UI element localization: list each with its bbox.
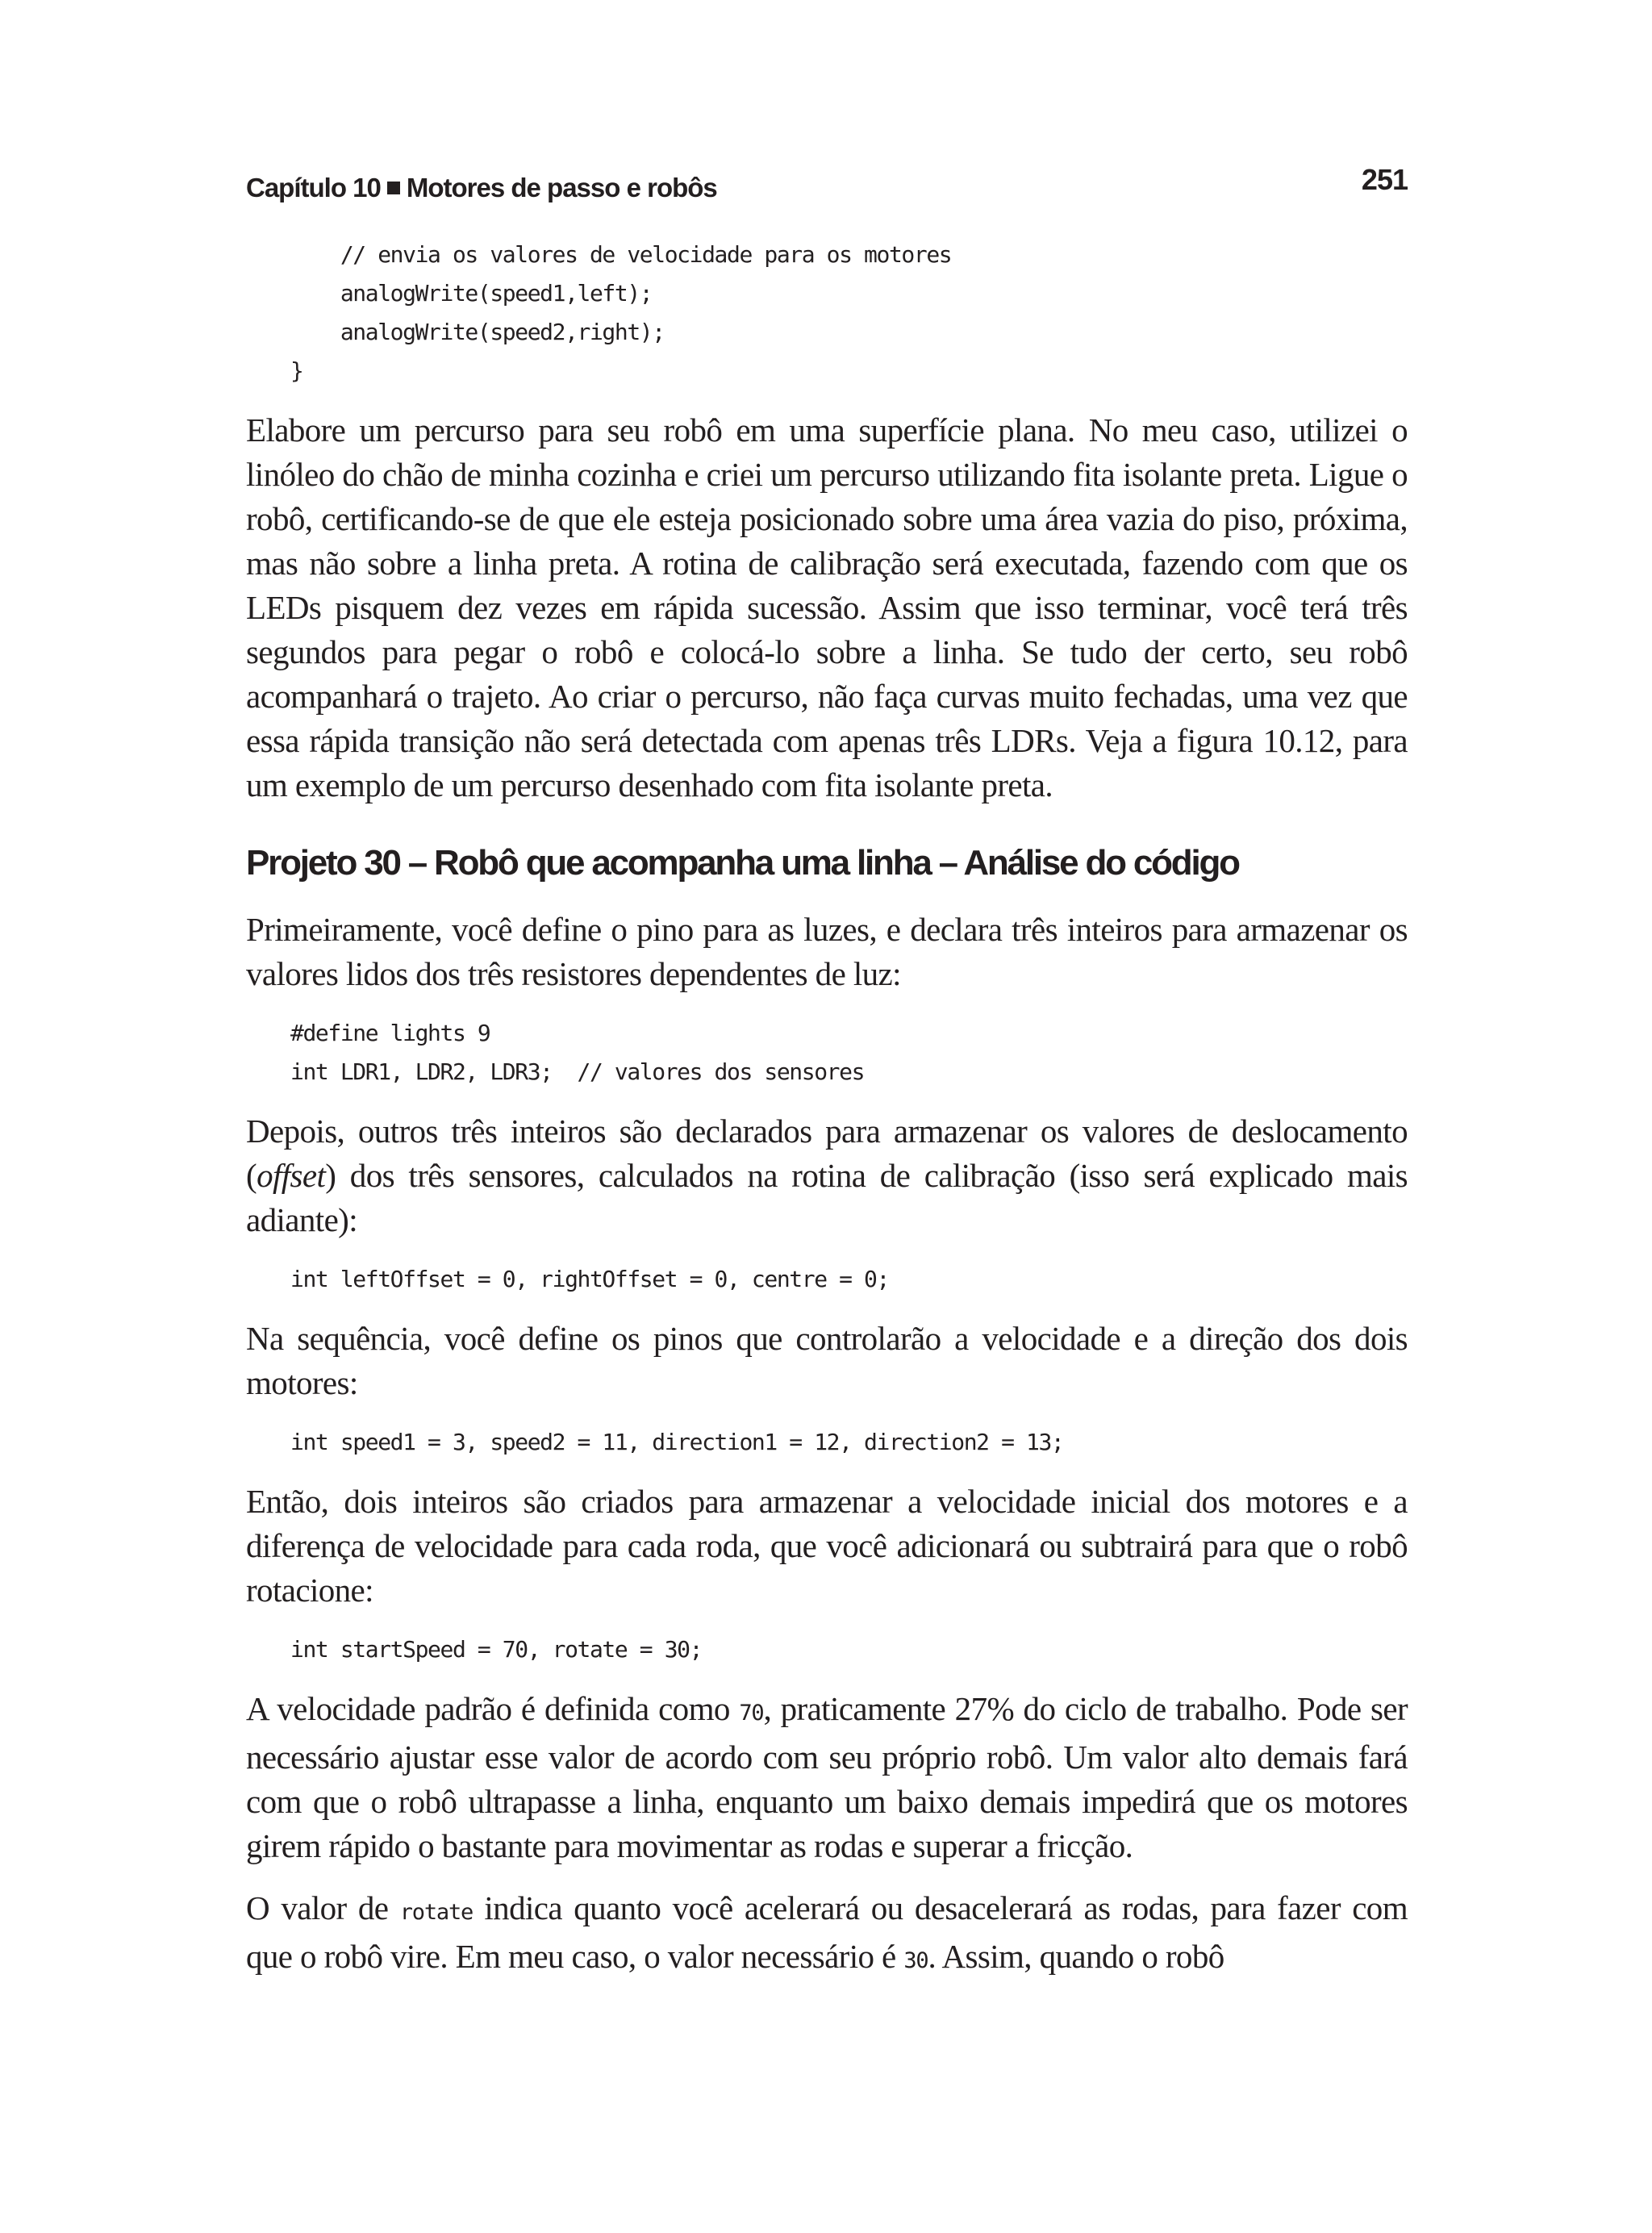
code-line: #define lights 9 [290,1020,490,1046]
code-block-motor-write [246,236,1408,390]
text-run: indica quanto você acelerará ou desacelerará as rodas, para fazer com que o robô vire. Em meu caso, o valor necessário é [246,1889,1408,1975]
code-line: analogWrite(speed2,right); [290,319,665,345]
text-run: A velocidade padrão é definida como [246,1690,740,1727]
code-block-define [246,1014,1408,1091]
text-run: ) dos três sensores, calculados na rotina de calibração (isso será explicado mais adiante): [246,1157,1408,1238]
inline-code: 30 [903,1948,928,1973]
chapter-heading [246,173,717,203]
code-block-motor-pins: int speed1 = 3, speed2 = 11, direction1 = 12, direction2 = 13; [290,1429,1064,1455]
paragraph-motor-pins: Na sequência, você define os pinos que controlarão a velocidade e a direção dos dois motores: [246,1320,1408,1401]
emphasis-offset: offset [257,1157,326,1194]
inline-code: 70 [739,1701,764,1726]
running-head [246,163,1408,210]
paragraph-rotate-value [246,1886,1408,1983]
section-heading: Projeto 30 – Robô que acompanha uma linha – Análise do código [246,843,1239,883]
page-number: 251 [1361,163,1408,196]
square-bullet-icon [387,182,400,194]
code-line: analogWrite(speed1,left); [290,280,653,307]
chapter-title: Motores de passo e robôs [406,173,717,202]
paragraph-offsets [246,1109,1408,1242]
code-block-offsets: int leftOffset = 0, rightOffset = 0, centre = 0; [290,1266,889,1292]
text-run: Depois, outros três inteiros são declarados para armazenar os valores de deslocamento ( [246,1112,1408,1194]
text-run: , praticamente 27% do ciclo de trabalho. Pode ser necessário ajustar esse valor de acordo com seu próprio robô. Um valor alto demais fará com que o robô ultrapasse a linha, enquanto um baixo demais impedirá que os motores girem rápido o bastante para movimentar as rodas e superar a fricção. [246,1690,1408,1864]
paragraph-default-speed [246,1687,1408,1868]
paragraph-speed-vars: Então, dois inteiros são criados para armazenar a velocidade inicial dos motores e a diferença de velocidade para cada roda, que você adicionará ou subtrairá para que o robô rotacione: [246,1483,1408,1609]
code-line: } [290,357,303,384]
paragraph-track-setup: Elabore um percurso para seu robô em uma superfície plana. No meu caso, utilizei o linóleo do chão de minha cozinha e criei um percurso utilizando fita isolante preta. Ligue o robô, certificando-se de que ele esteja posicionado sobre uma área vazia do piso, próxima, mas não sobre a linha preta. A rotina de calibração será executada, fazendo com que os LEDs pisquem dez vezes em rápida sucessão. Assim que isso terminar, você terá três segundos para pegar o robô e colocá-lo sobre a linha. Se tudo der certo, seu robô acompanhará o trajeto. Ao criar o percurso, não faça curvas muito fechadas, uma vez que essa rápida transição não será detectada com apenas três LDRs. Veja a figura 10.12, para um exemplo de um percurso desenhado com fita isolante preta. [246,411,1408,803]
chapter-number: Capítulo 10 [246,173,381,202]
inline-code: rotate [399,1900,473,1925]
text-run: . Assim, quando o robô [928,1938,1224,1975]
text-run: O valor de [246,1889,400,1926]
page-body [246,234,1408,1983]
code-line: int LDR1, LDR2, LDR3; // valores dos sensores [290,1058,865,1085]
code-line: // envia os valores de velocidade para os motores [290,241,952,268]
paragraph-define-pins: Primeiramente, você define o pino para as luzes, e declara três inteiros para armazenar os valores lidos dos três resistores dependentes de luz: [246,911,1408,992]
code-block-speed: int startSpeed = 70, rotate = 30; [290,1636,703,1663]
